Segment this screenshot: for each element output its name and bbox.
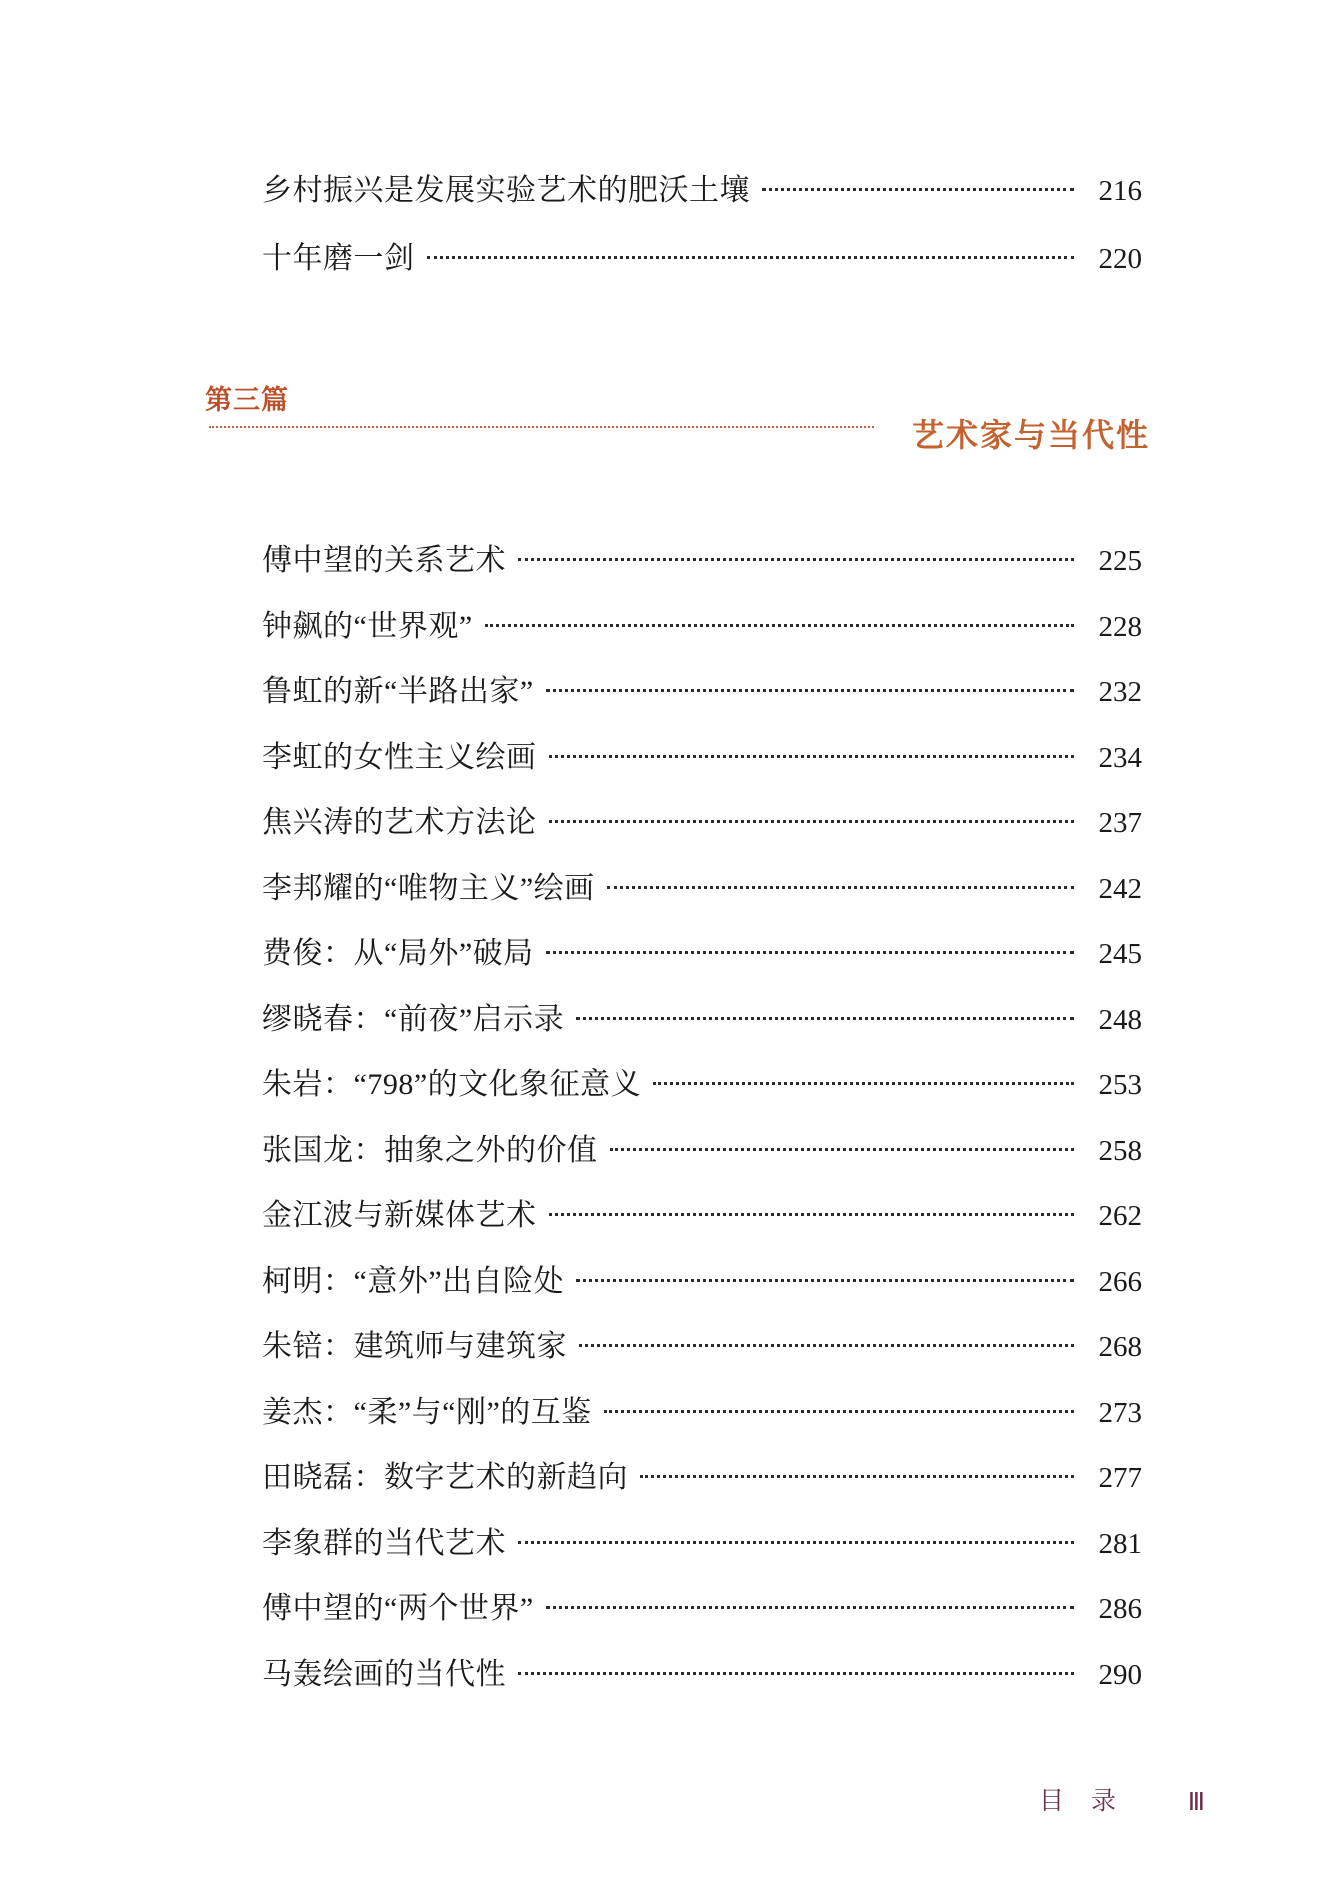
toc-leader-dots: [762, 170, 1074, 200]
toc-leader-dots: [485, 606, 1074, 636]
toc-entry[interactable]: [262, 1457, 1142, 1493]
toc-entry[interactable]: [262, 606, 1142, 642]
toc-entry-page-number: 220: [1098, 243, 1142, 275]
toc-entry-title: 缪晓春：“前夜”启示录: [262, 1002, 565, 1036]
toc-leader-dots: [518, 540, 1074, 570]
toc-entry-page-number: 262: [1098, 1200, 1142, 1232]
toc-leader-dots: [653, 1064, 1074, 1094]
toc-entry-title: 田晓磊：数字艺术的新趋向: [262, 1461, 628, 1494]
toc-entry[interactable]: [262, 1588, 1142, 1624]
toc-leader-dots: [518, 1523, 1074, 1553]
toc-entry-title: 鲁虹的新“半路出家”: [262, 675, 534, 708]
part-title: 艺术家与当代性: [911, 417, 1150, 453]
toc-entry-title: 李象群的当代艺术: [262, 1526, 506, 1560]
toc-entry-page-number: 245: [1098, 938, 1142, 970]
toc-entry-title: 焦兴涛的艺术方法论: [262, 806, 537, 839]
toc-entry[interactable]: [262, 238, 1142, 274]
footer-label: 目 录: [1039, 1787, 1126, 1815]
toc-entry-page-number: 228: [1098, 610, 1142, 643]
footer-page-number: Ⅲ: [1187, 1789, 1206, 1816]
toc-leader-dots: [576, 1261, 1074, 1291]
toc-main-list: [262, 540, 1142, 1719]
toc-entry-page-number: 242: [1098, 872, 1142, 905]
toc-entry[interactable]: [262, 1064, 1142, 1100]
toc-leader-dots: [546, 933, 1074, 963]
toc-leader-dots: [607, 868, 1074, 898]
toc-entry-page-number: 232: [1098, 676, 1142, 708]
toc-entry-page-number: 248: [1098, 1003, 1142, 1036]
toc-entry-title: 傅中望的“两个世界”: [262, 1592, 534, 1625]
toc-entry[interactable]: [262, 1392, 1142, 1428]
toc-leader-dots: [640, 1457, 1074, 1487]
toc-entry-page-number: 273: [1098, 1396, 1142, 1429]
toc-entry[interactable]: [262, 170, 1142, 206]
toc-entry-title: 李邦耀的“唯物主义”绘画: [262, 871, 595, 905]
toc-entry-title: 朱岩：“798”的文化象征意义: [262, 1068, 642, 1101]
toc-leader-dots: [604, 1392, 1074, 1422]
toc-entry-title: 朱锫：建筑师与建筑家: [262, 1330, 567, 1363]
toc-leader-dots: [549, 1195, 1075, 1225]
part-label: 第三篇: [205, 385, 289, 415]
toc-entry-title: 姜杰：“柔”与“刚”的互鉴: [262, 1395, 592, 1429]
toc-entry[interactable]: [262, 737, 1142, 773]
toc-entry[interactable]: [262, 1523, 1142, 1559]
toc-entry-title: 马轰绘画的当代性: [262, 1657, 506, 1691]
toc-entry-page-number: 266: [1098, 1265, 1142, 1298]
part-heading: [205, 378, 1150, 453]
page-footer: [0, 1777, 1338, 1817]
toc-entry-title: 张国龙：抽象之外的价值: [262, 1133, 598, 1167]
toc-entry[interactable]: [262, 868, 1142, 904]
toc-leader-dots: [576, 999, 1074, 1029]
toc-leader-dots: [610, 1130, 1075, 1160]
toc-entry[interactable]: [262, 933, 1142, 969]
toc-entry[interactable]: [262, 1195, 1142, 1231]
toc-entry[interactable]: [262, 802, 1142, 838]
toc-leader-dots: [546, 671, 1074, 701]
toc-entry-page-number: 290: [1098, 1658, 1142, 1691]
toc-leader-dots: [549, 802, 1075, 832]
toc-entry-page-number: 258: [1098, 1134, 1142, 1167]
toc-entry-page-number: 234: [1098, 741, 1142, 774]
toc-entry-page-number: 237: [1098, 807, 1142, 839]
toc-entry-page-number: 277: [1098, 1462, 1142, 1494]
toc-entry-title: 傅中望的关系艺术: [262, 544, 506, 577]
toc-entry-page-number: 286: [1098, 1593, 1142, 1625]
toc-entry[interactable]: [262, 540, 1142, 576]
toc-entry[interactable]: [262, 999, 1142, 1035]
toc-leader-dots: [549, 737, 1075, 767]
toc-continued-list: [262, 170, 1142, 306]
toc-entry[interactable]: [262, 1261, 1142, 1297]
toc-leader-dots: [518, 1654, 1074, 1684]
toc-entry-title: 柯明：“意外”出自险处: [262, 1264, 565, 1298]
toc-entry-page-number: 268: [1098, 1331, 1142, 1363]
toc-entry-title: 钟飙的“世界观”: [262, 609, 473, 643]
toc-entry-title: 十年磨一剑: [262, 242, 415, 275]
toc-entry-page-number: 253: [1098, 1069, 1142, 1101]
toc-entry-title: 金江波与新媒体艺术: [262, 1199, 537, 1232]
toc-entry[interactable]: [262, 1130, 1142, 1166]
toc-leader-dots: [546, 1588, 1074, 1618]
toc-entry-title: 费俊：从“局外”破局: [262, 937, 534, 970]
toc-entry-title: 李虹的女性主义绘画: [262, 740, 537, 774]
toc-entry-page-number: 216: [1098, 175, 1142, 207]
toc-entry[interactable]: [262, 1326, 1142, 1362]
toc-leader-dots: [427, 238, 1075, 268]
part-divider: [209, 426, 874, 428]
toc-entry-page-number: 281: [1098, 1527, 1142, 1560]
toc-entry[interactable]: [262, 671, 1142, 707]
toc-leader-dots: [579, 1326, 1074, 1356]
toc-entry-page-number: 225: [1098, 545, 1142, 577]
toc-entry-title: 乡村振兴是发展实验艺术的肥沃土壤: [262, 174, 750, 207]
toc-entry[interactable]: [262, 1654, 1142, 1690]
